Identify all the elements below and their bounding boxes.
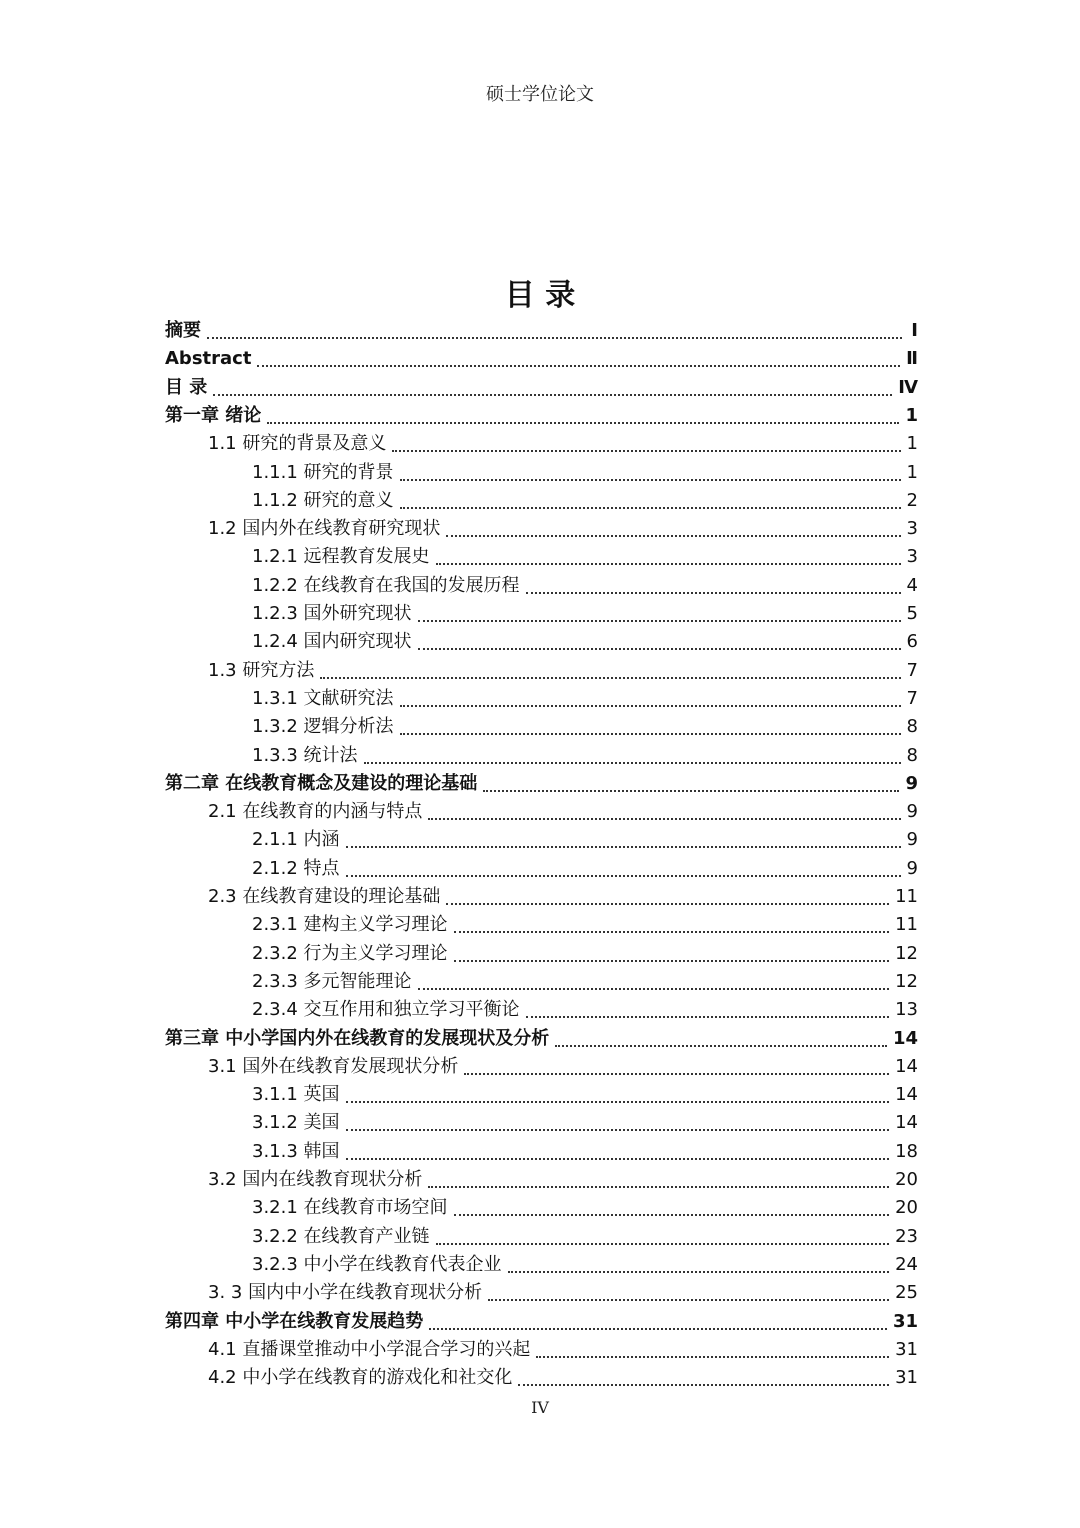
toc-entry-label: 1.2.4 国内研究现状 [252, 631, 412, 653]
dot-leader [454, 960, 890, 962]
dot-leader [526, 592, 901, 594]
toc-entry[interactable] [252, 911, 918, 939]
dot-leader [488, 1299, 889, 1301]
toc-entry-page: 9 [905, 772, 918, 794]
toc-entry[interactable] [252, 1251, 918, 1279]
toc-entry-page: 3 [906, 546, 918, 568]
toc-entry[interactable] [252, 572, 918, 600]
toc-entry-label: 3.2.3 中小学在线教育代表企业 [252, 1253, 502, 1275]
toc-entry[interactable] [252, 685, 918, 713]
toc-entry[interactable] [252, 968, 918, 996]
toc-entry-page: 18 [895, 1140, 918, 1162]
toc-entry[interactable] [208, 1053, 918, 1081]
toc-entry-page: 1 [906, 461, 918, 483]
toc-entry-label: 2.3.1 建构主义学习理论 [252, 914, 448, 936]
toc-entry[interactable] [252, 600, 918, 628]
dot-leader [267, 422, 899, 424]
toc-entry-page: Ⅳ [898, 376, 918, 398]
toc-entry-label: 2.3.3 多元智能理论 [252, 970, 412, 992]
dot-leader [428, 1186, 889, 1188]
toc-entry-label: 第二章 在线教育概念及建设的理论基础 [165, 772, 478, 794]
toc-entry-page: Ⅱ [906, 348, 918, 370]
toc-entry-label: 3.1 国外在线教育发展现状分析 [208, 1055, 459, 1077]
toc-title: 目 录 [504, 278, 576, 313]
toc-entry[interactable] [208, 1364, 918, 1392]
toc-entry-label: 3.2.1 在线教育市场空间 [252, 1197, 448, 1219]
dot-leader [346, 1158, 890, 1160]
dot-leader [446, 535, 900, 537]
toc-entry-label: 1.2.2 在线教育在我国的发展历程 [252, 574, 520, 596]
toc-entry[interactable] [165, 770, 918, 798]
toc-entry-label: 目 录 [165, 376, 208, 398]
toc-entry-label: 1.1.1 研究的背景 [252, 461, 394, 483]
dot-leader [418, 988, 890, 990]
toc-entry-page: 8 [906, 716, 918, 738]
toc-entry[interactable] [252, 1138, 918, 1166]
toc-entry[interactable] [252, 628, 918, 656]
dot-leader [464, 1073, 889, 1075]
toc-entry[interactable] [165, 1308, 918, 1336]
toc-entry-label: 1.2.3 国外研究现状 [252, 603, 412, 624]
dot-leader [392, 450, 900, 452]
dot-leader [436, 563, 901, 565]
toc-entry-page: 9 [906, 857, 918, 879]
toc-entry[interactable] [252, 1194, 918, 1222]
toc-entry-label: 1.2 国内外在线教育研究现状 [208, 518, 441, 540]
toc-entry-label: 1.2.1 远程教育发展史 [252, 546, 430, 568]
dot-leader [346, 846, 901, 848]
dot-leader [429, 1328, 887, 1330]
toc-entry[interactable] [165, 402, 918, 430]
toc-entry-label: Abstract [165, 348, 252, 370]
toc-entry-label: 2.1 在线教育的内涵与特点 [208, 801, 423, 823]
toc-entry-page: 1 [905, 404, 918, 426]
toc-entry-label: 1.3.1 文献研究法 [252, 687, 394, 709]
dot-leader [346, 875, 901, 877]
toc-entry[interactable] [208, 657, 918, 685]
toc-entry[interactable] [208, 798, 918, 826]
toc-entry-page: 20 [895, 1197, 918, 1219]
toc-entry-label: 3.1.2 美国 [252, 1112, 340, 1134]
toc-entry-label: 3.2 国内在线教育现状分析 [208, 1169, 423, 1190]
toc-entry-page: 31 [895, 1367, 918, 1389]
toc-entry-label: 3.1.1 英国 [252, 1084, 340, 1106]
dot-leader [320, 677, 900, 679]
dot-leader [400, 733, 901, 735]
toc-entry-page: 4 [906, 574, 918, 596]
toc-entry-label: 2.3.4 交互作用和独立学习平衡论 [252, 999, 520, 1021]
toc-entry[interactable] [165, 317, 918, 345]
toc-entry-label: 第四章 中小学在线教育发展趋势 [165, 1310, 424, 1332]
dot-leader [526, 1016, 890, 1018]
toc-entry-page: 14 [895, 1112, 918, 1134]
dot-leader [483, 790, 899, 792]
toc-entry-label: 第三章 中小学国内外在线教育的发展现状及分析 [165, 1027, 550, 1049]
dot-leader [418, 620, 901, 622]
toc-entry-page: 12 [895, 942, 918, 964]
toc-entry[interactable] [252, 1223, 918, 1251]
toc-entry[interactable] [252, 940, 918, 968]
toc-entry-label: 2.3.2 行为主义学习理论 [252, 942, 448, 964]
toc-entry-label: 4.2 中小学在线教育的游戏化和社交化 [208, 1367, 513, 1389]
toc-entry-page: Ⅰ [911, 320, 918, 341]
dot-leader [400, 479, 901, 481]
toc-entry-page: 24 [895, 1253, 918, 1275]
toc-entry-page: 11 [895, 886, 918, 907]
toc-entry-page: 31 [892, 1310, 918, 1332]
toc-entry-label: 3.1.3 韩国 [252, 1140, 340, 1162]
dot-leader [213, 394, 892, 396]
toc-entry-page: 13 [895, 999, 918, 1021]
toc-entry-label: 1.1.2 研究的意义 [252, 489, 394, 511]
running-header: 硕士学位论文 [486, 84, 594, 105]
toc-entry-page: 3 [906, 518, 918, 540]
toc-entry[interactable] [252, 742, 918, 770]
dot-leader [346, 1129, 890, 1131]
dot-leader [207, 337, 902, 339]
toc-entry-page: 20 [895, 1169, 918, 1190]
toc-entry[interactable] [252, 826, 918, 854]
toc-entry-page: 2 [906, 489, 918, 511]
toc-entry-page: 1 [906, 433, 918, 455]
dot-leader [555, 1045, 887, 1047]
toc-entry-page: 6 [906, 631, 918, 653]
dot-leader [400, 705, 901, 707]
dot-leader [508, 1271, 890, 1273]
toc-entry[interactable] [252, 1109, 918, 1137]
toc-entry-page: 8 [906, 744, 918, 766]
toc-entry-page: 14 [892, 1027, 918, 1049]
toc-entry[interactable] [208, 1166, 918, 1194]
toc-entry-label: 3.2.2 在线教育产业链 [252, 1225, 430, 1247]
toc-entry-page: 9 [906, 801, 918, 823]
toc-entry-page: 9 [906, 829, 918, 851]
dot-leader [518, 1384, 889, 1386]
toc-entry[interactable] [208, 1279, 918, 1307]
toc-entry[interactable] [208, 1336, 918, 1364]
toc-entry-page: 7 [906, 659, 918, 681]
toc-entry[interactable] [208, 515, 918, 543]
toc-entry-label: 2.1.2 特点 [252, 857, 340, 879]
toc-entry-label: 1.1 研究的背景及意义 [208, 433, 387, 455]
toc-entry-label: 1.3.3 统计法 [252, 744, 358, 766]
dot-leader [364, 762, 901, 764]
toc-entry[interactable] [252, 855, 918, 883]
toc-entry-page: 25 [895, 1282, 918, 1304]
toc-entry-label: 4.1 直播课堂推动中小学混合学习的兴起 [208, 1338, 531, 1360]
dot-leader [257, 365, 900, 367]
toc-entry-page: 7 [906, 687, 918, 709]
toc-entry-label: 2.1.1 内涵 [252, 829, 340, 851]
dot-leader [346, 1101, 890, 1103]
toc-entry-label: 第一章 绪论 [165, 404, 262, 426]
dot-leader [428, 818, 900, 820]
dot-leader [454, 931, 890, 933]
toc-entry[interactable] [252, 459, 918, 487]
toc-entry-label: 1.3.2 逻辑分析法 [252, 716, 394, 738]
dot-leader [536, 1356, 889, 1358]
toc-entry-label: 摘要 [165, 320, 201, 341]
toc-entry-page: 14 [895, 1055, 918, 1077]
toc-entry[interactable] [165, 1025, 918, 1053]
toc-entry-label: 3. 3 国内中小学在线教育现状分析 [208, 1282, 483, 1304]
dot-leader [418, 648, 901, 650]
toc-entry-page: 31 [895, 1338, 918, 1360]
dot-leader [446, 903, 889, 905]
toc-entry-page: 14 [895, 1084, 918, 1106]
toc-entry[interactable] [252, 996, 918, 1024]
toc-entry[interactable] [252, 487, 918, 515]
toc-entry[interactable] [165, 374, 918, 402]
toc-entry-page: 23 [895, 1225, 918, 1247]
toc-entry-page: 5 [906, 603, 918, 624]
dot-leader [454, 1214, 890, 1216]
toc-entry-label: 1.3 研究方法 [208, 659, 315, 681]
toc-entry[interactable] [165, 345, 918, 373]
toc-entry[interactable] [252, 1081, 918, 1109]
toc-entry-label: 2.3 在线教育建设的理论基础 [208, 886, 441, 907]
toc-entry[interactable] [252, 543, 918, 571]
dot-leader [436, 1243, 890, 1245]
toc-entry[interactable] [252, 713, 918, 741]
dot-leader [400, 507, 901, 509]
toc-entry-page: 11 [895, 914, 918, 936]
page-number: IV [531, 1398, 549, 1417]
toc-entry[interactable] [208, 430, 918, 458]
toc-entry[interactable] [208, 883, 918, 911]
toc-entry-page: 12 [895, 970, 918, 992]
